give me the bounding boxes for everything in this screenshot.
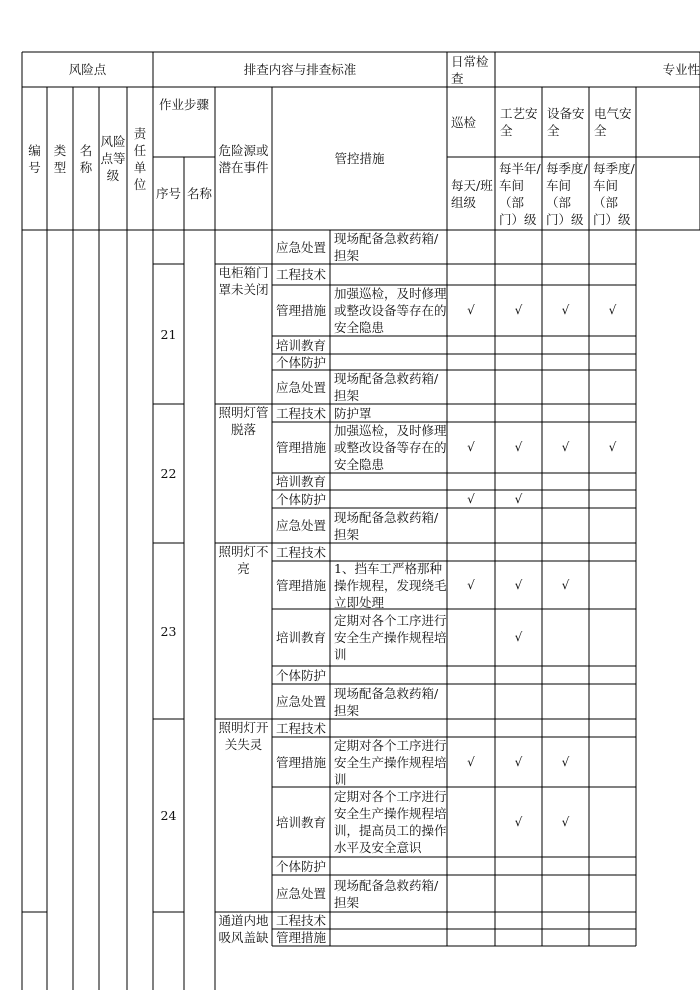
r23-ppe-category: 个体防护: [275, 667, 326, 683]
r21-mgmt-measure: 加强巡检，及时修理或整改设备等存在的安全隐患: [334, 286, 447, 335]
r21-mgmt-category: 管理措施: [275, 303, 326, 318]
r21-mgmt-check-1: √: [514, 303, 523, 317]
process-safety-header: 工艺安全: [500, 106, 538, 138]
r24-mgmt-measure: 定期对各个工序进行安全生产操作规程培训: [334, 737, 447, 787]
r23-train-category: 培训教育: [275, 630, 326, 645]
work-steps-header: 作业步骤: [158, 97, 209, 112]
r21-ppe-category: 个体防护: [275, 354, 326, 370]
col-no-header: 编号: [28, 142, 41, 175]
r21-mgmt-check-2: √: [561, 303, 570, 317]
freq-quarter-el-header: 每季度/车间（部门）级: [593, 160, 635, 227]
r24-seq: 24: [160, 808, 177, 823]
r24-hazard: 照明灯开关失灵: [218, 720, 269, 752]
r24-train-check-1: √: [514, 814, 523, 829]
r23-hazard: 照明灯不亮: [218, 544, 269, 576]
r24-emer-measure: 现场配备急救药箱/担架: [334, 877, 439, 910]
r22-train-category: 培训教育: [275, 474, 326, 489]
r21-emer-measure: 现场配备急救药箱/担架: [334, 371, 439, 403]
r24-train-measure: 定期对各个工序进行安全生产操作规程培训，提高员工的操作水平及安全意识: [334, 789, 447, 855]
r23-seq: 23: [160, 623, 177, 639]
r22-eng-measure: 防护罩: [334, 405, 372, 421]
r22-ppe-check-1: √: [514, 491, 523, 506]
electrical-safety-header: 电气安全: [594, 106, 632, 138]
r23-mgmt-category: 管理措施: [275, 577, 326, 593]
r24-mgmt-category: 管理措施: [275, 754, 326, 770]
r23-train-measure: 定期对各个工序进行安全生产操作规程培训: [334, 613, 447, 662]
r24-mgmt-check-0: √: [467, 754, 475, 769]
r25-hazard: 通道内地吸风盖缺: [218, 913, 269, 945]
r24-train-check-2: √: [561, 814, 570, 829]
r22-ppe-check-0: √: [467, 491, 475, 506]
r24-ppe-category: 个体防护: [275, 858, 326, 874]
r22-emer-measure: 现场配备急救药箱/担架: [334, 509, 439, 542]
daily-check-header: 日常检查: [451, 53, 489, 86]
r25-mgmt-category: 管理措施: [275, 930, 326, 945]
r22-mgmt-check-0: √: [467, 440, 475, 454]
r22-ppe-category: 个体防护: [275, 491, 326, 507]
r24-mgmt-check-1: √: [514, 754, 523, 769]
r23-eng-category: 工程技术: [275, 544, 326, 560]
r22-mgmt-check-3: √: [608, 440, 617, 454]
r21-emer-category: 应急处置: [275, 379, 326, 395]
r22-mgmt-check-2: √: [561, 440, 570, 454]
r23-train-check-1: √: [514, 630, 523, 644]
r24-mgmt-check-2: √: [561, 754, 570, 769]
freq-daily-header: 每天/班组级: [451, 177, 493, 210]
r21-seq: 21: [160, 326, 177, 342]
col-unit-header: 责任单位: [133, 125, 147, 192]
r22-hazard: 照明灯管脱落: [218, 405, 269, 437]
col-type-header: 类型: [53, 142, 67, 175]
r24-emer-category: 应急处置: [275, 886, 326, 901]
control-header: 管控措施: [334, 151, 385, 166]
r23-mgmt-check-2: √: [561, 577, 570, 592]
r24-train-category: 培训教育: [275, 814, 326, 830]
r20-emer-category: 应急处置: [275, 239, 326, 255]
r24-eng-category: 工程技术: [275, 720, 326, 736]
r22-mgmt-category: 管理措施: [275, 440, 326, 455]
hazard-header: 危险源或潜在事件: [218, 142, 269, 175]
r21-train-category: 培训教育: [275, 337, 326, 353]
r22-mgmt-measure: 加强巡检，及时修理或整改设备等存在的安全隐患: [334, 423, 447, 472]
r21-mgmt-check-0: √: [467, 303, 475, 317]
col-level-header: 风险点等级: [100, 134, 126, 183]
freq-quarter-eq-header: 每季度/车间（部门）级: [546, 160, 588, 227]
equipment-safety-header: 设备安全: [547, 106, 585, 138]
r23-mgmt-measure: 1、挡车工严格那种操作规程，发现绕毛立即处理: [334, 560, 447, 610]
professional-header: 专业性: [662, 62, 700, 77]
patrol-header: 巡检: [451, 114, 477, 130]
r23-mgmt-check-0: √: [467, 577, 475, 592]
r22-emer-category: 应急处置: [275, 518, 326, 533]
r22-mgmt-check-1: √: [514, 440, 523, 454]
r23-mgmt-check-1: √: [514, 577, 523, 592]
r22-seq: 22: [160, 466, 177, 481]
r20-emer-measure: 现场配备急救药箱/担架: [334, 231, 439, 263]
freq-halfyear-header: 每半年/车间（部门）级: [499, 160, 541, 227]
step-seq-header: 序号: [155, 186, 181, 201]
col-name-header: 名称: [79, 142, 93, 175]
r25-eng-category: 工程技术: [275, 913, 326, 928]
inspection-content-header: 排查内容与排查标准: [243, 62, 357, 77]
r21-eng-category: 工程技术: [275, 267, 326, 282]
r21-hazard: 电柜箱门罩未关闭: [218, 265, 269, 297]
risk-point-header: 风险点: [68, 62, 107, 77]
r23-emer-category: 应急处置: [275, 694, 326, 709]
step-name-header: 名称: [186, 186, 212, 201]
r23-emer-measure: 现场配备急救药箱/担架: [334, 685, 439, 718]
r21-mgmt-check-3: √: [608, 303, 617, 317]
r22-eng-category: 工程技术: [275, 405, 326, 421]
